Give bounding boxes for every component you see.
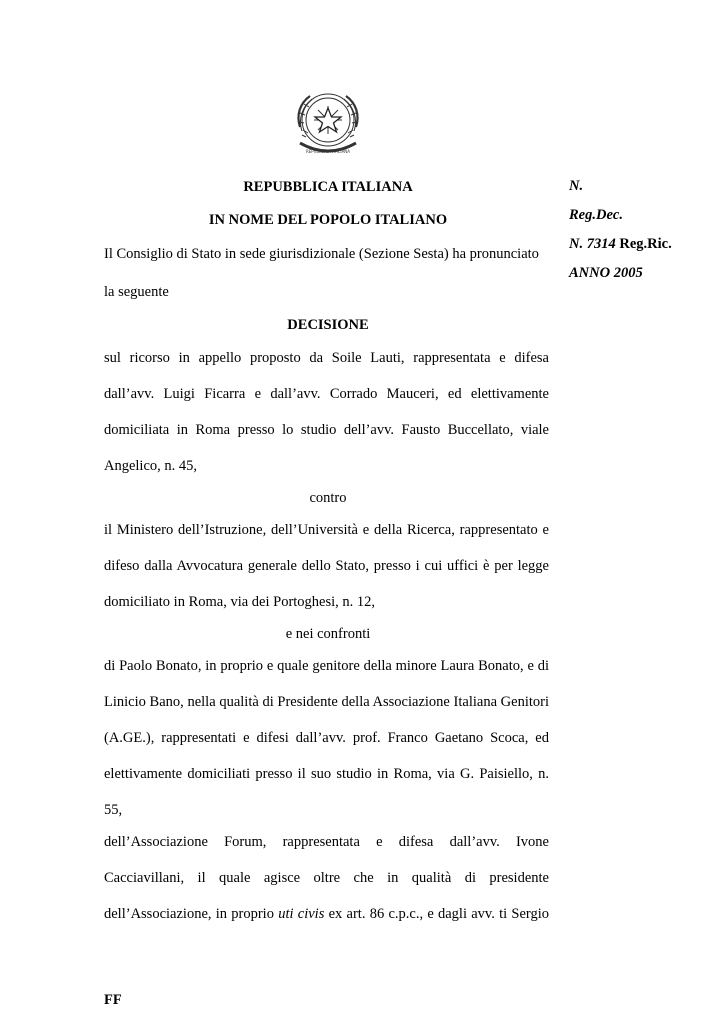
paragraph-line: elettivamente domiciliati presso il suo studio in Roma, via G. Paisiello, n.: [104, 766, 549, 782]
section-heading-decisione: DECISIONE: [287, 317, 369, 333]
intro-line-1: Il Consiglio di Stato in sede giurisdizionale (Sezione Sesta) ha pronunciato: [104, 246, 539, 262]
header-title: REPUBBLICA ITALIANA: [243, 179, 413, 195]
registry-reg-ric: Reg.Ric.: [619, 236, 672, 252]
header-subtitle: IN NOME DEL POPOLO ITALIANO: [208, 212, 448, 228]
italic-latin-term: uti civis: [278, 906, 325, 922]
paragraph-line: dell’Associazione Forum, rappresentata e difesa dall’avv. Ivone: [104, 834, 549, 850]
paragraph-line: difeso dalla Avvocatura generale dello Stato, presso i cui uffici è per legge: [104, 558, 549, 574]
intro-line-2: la seguente: [104, 284, 169, 300]
registry-n: N.: [569, 178, 584, 194]
paragraph-line: 55,: [104, 802, 123, 818]
registry-year: ANNO 2005: [569, 265, 643, 281]
paragraph-line: domiciliato in Roma, via dei Portoghesi, n. 12,: [104, 594, 376, 610]
paragraph-line: dall’avv. Luigi Ficarra e dall’avv. Corrado Mauceri, ed elettivamente: [104, 386, 549, 402]
paragraph-line: sul ricorso in appello proposto da Soile Lauti, rappresentata e difesa: [104, 350, 549, 366]
paragraph-line: Angelico, n. 45,: [104, 458, 198, 474]
paragraph-line: di Paolo Bonato, in proprio e quale genitore della minore Laura Bonato, e di: [104, 658, 549, 674]
paragraph-line: dell’Associazione, in proprio uti civis ex art. 86 c.p.c., e dagli avv. ti Sergio: [104, 906, 550, 922]
registry-number: N. 7314: [569, 236, 616, 252]
registry-reg-dec: Reg.Dec.: [569, 207, 623, 223]
paragraph-line: il Ministero dell’Istruzione, dell’Università e della Ricerca, rappresentato e: [104, 522, 549, 538]
heading-contro: contro: [309, 490, 347, 506]
paragraph-line: domiciliata in Roma presso lo studio dell’avv. Fausto Buccellato, viale: [104, 422, 549, 438]
paragraph-line: Cacciavillani, il quale agisce oltre che in qualità di presidente: [104, 870, 549, 886]
registry-number-line: [569, 235, 672, 253]
heading-confronti: e nei confronti: [285, 626, 371, 642]
paragraph-line: (A.GE.), rappresentati e difesi dall’avv. prof. Franco Gaetano Scoca, ed: [104, 730, 549, 746]
paragraph-line: Linicio Bano, nella qualità di Presidente della Associazione Italiana Genitori: [104, 694, 549, 710]
emblem-of-italy-icon: [286, 87, 370, 161]
svg-text:REPVBBLICA ITALIANA: REPVBBLICA ITALIANA: [305, 149, 351, 154]
footer-mark: FF: [104, 992, 122, 1008]
